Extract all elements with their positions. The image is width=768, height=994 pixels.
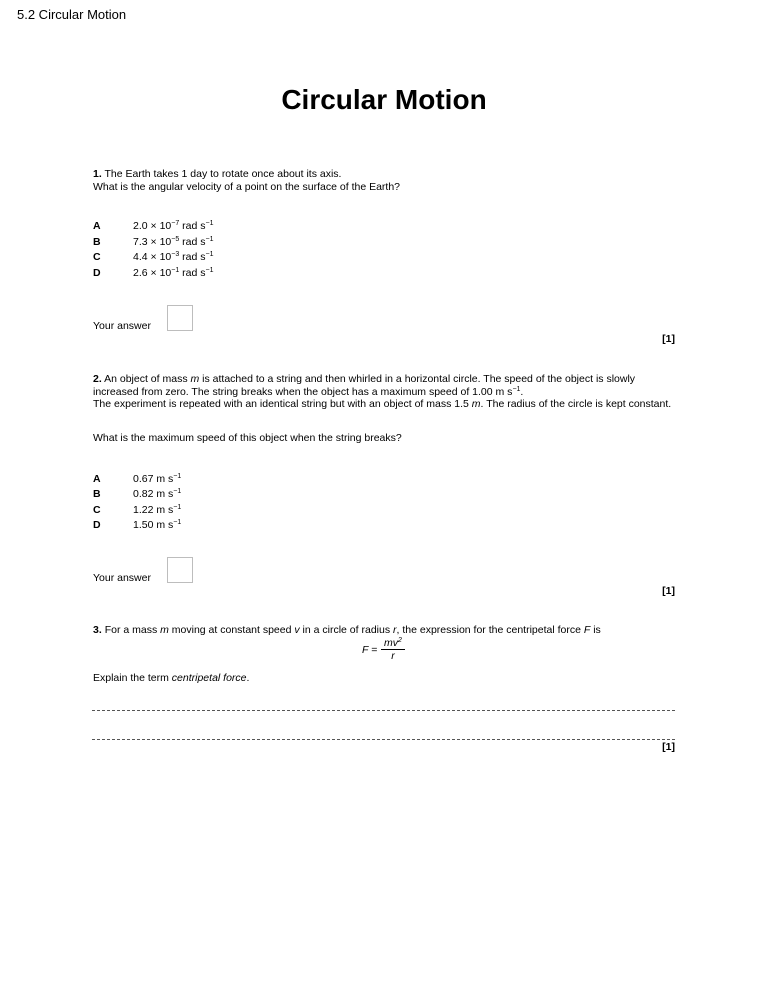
marks-q2: [1] (662, 585, 675, 597)
option-a: A 0.67 m $s^{-1}$ (93, 473, 182, 485)
marks-q3: [1] (662, 741, 675, 753)
marks-q1: [1] (662, 333, 675, 345)
question-text: What is the angular velocity of a point on the surface of the Earth? (93, 180, 401, 193)
running-header: 5.2 Circular Motion (17, 7, 127, 22)
formula-lhs: F = (362, 644, 378, 656)
question-number: 1. (93, 168, 102, 180)
option-a: A $2.0 \times 10^{-7}$ rad $s^{-1}$ (93, 220, 214, 232)
question-2-prompt: What is the maximum speed of this object when the string breaks? (93, 432, 402, 444)
option-d: D $2.6 \times 10^{-1}$ rad $s^{-1}$ (93, 267, 214, 279)
answer-box-q1[interactable] (167, 305, 193, 331)
formula-fraction (381, 637, 405, 662)
answer-line[interactable] (92, 710, 675, 711)
question-number: 3. (93, 624, 102, 636)
answer-line[interactable] (92, 739, 675, 740)
option-b: B $7.3 \times 10^{-5}$ rad $s^{-1}$ (93, 236, 214, 248)
page-title: Circular Motion (281, 84, 487, 115)
question-number: 2. (93, 373, 102, 385)
option-c: C 1.22 m $s^{-1}$ (93, 504, 182, 516)
option-d: D 1.50 m $s^{-1}$ (93, 519, 182, 531)
formula-denominator: r (391, 650, 395, 662)
question-3-stem: 3. For a mass m moving at constant speed v in a circle of radius r, the expression for the centripetal force F is (93, 624, 601, 636)
option-c: C $4.4 \times 10^{-3}$ rad $s^{-1}$ (93, 251, 214, 263)
formula-numerator: $mv^2$ (381, 637, 405, 650)
answer-box-q2[interactable] (167, 557, 193, 583)
answer-label: Your answer (93, 320, 151, 332)
question-1-stem (93, 168, 675, 193)
question-2-stem: 2. An object of mass m is attached to a string and then whirled in a horizontal circle. The speed of the object is slowly increased from zero. The string breaks when the object has a maximum speed of 1.00 m $s^{-1}$. The experiment is repeated with an identical string but with an object of mass 1.5 m. The radius of the circle is kept constant. (93, 373, 672, 410)
question-text: The Earth takes 1 day to rotate once about its axis. (104, 168, 342, 180)
question-3-prompt: Explain the term centripetal force. (93, 672, 250, 684)
option-b: B 0.82 m $s^{-1}$ (93, 488, 182, 500)
answer-label: Your answer (93, 572, 151, 584)
